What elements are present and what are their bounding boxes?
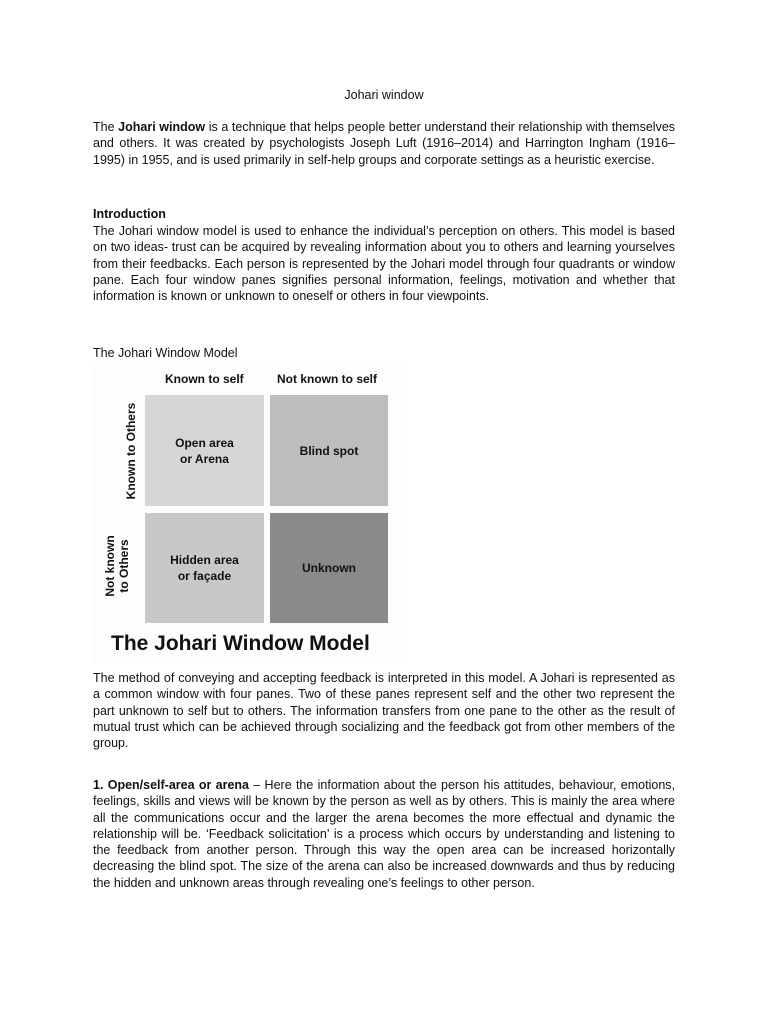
pane-open-line-2: or Arena	[180, 451, 229, 466]
pane-hidden-area	[145, 513, 264, 623]
open-area-label: 1. Open/self-area or arena	[93, 778, 250, 792]
johari-window-figure	[93, 362, 406, 664]
pane-hidden-line-2: or façade	[177, 569, 232, 583]
intro-paragraph	[93, 119, 675, 168]
page-title: Johari window	[344, 88, 424, 102]
introduction-paragraph: The Johari window model is used to enhance the individual’s perception on others. This model is based on two ideas- trust can be acquired by revealing information about you to others and learning yourselves from their feedbacks. Each person is represented by the Johari model through four quadrants or window pane. Each four window panes signifies personal information, feelings, motivation and whether that information is known or unknown to oneself or others in four viewpoints.	[93, 224, 675, 304]
model-heading: The Johari Window Model	[93, 346, 238, 360]
pane-unknown-area	[270, 513, 388, 623]
row-label-line-2: to Others	[117, 539, 131, 593]
introduction-heading: Introduction	[93, 207, 166, 221]
intro-rest: is a technique that helps people better understand their relationship with themselves and others. It was created by psychologists Joseph Luft (1916–2014) and Harrington Ingham (1916–1995) in 1955, and is used primarily in self-help groups and corporate settings as a heuristic exercise.	[93, 120, 676, 167]
row-label-not-known-to-others	[103, 528, 131, 604]
column-label-known-to-self: Known to self	[165, 372, 244, 386]
figure-caption: The Johari Window Model	[111, 632, 370, 655]
pane-blind-spot	[270, 395, 388, 506]
pane-blind-label: Blind spot	[299, 443, 359, 458]
pane-open-line-1: Open area	[175, 435, 234, 450]
intro-prefix: The	[93, 120, 119, 134]
row-label-line-1: Not known	[103, 535, 117, 597]
pane-open-area	[145, 395, 264, 506]
open-area-paragraph	[93, 777, 675, 891]
feedback-paragraph: The method of conveying and accepting feedback is interpreted in this model. A Johari is represented as a common window with four panes. Two of these panes represent self and the other two represent the part unknown to self but to others. The information transfers from one pane to the other as the result of mutual trust which can be achieved through socializing and the feedback got from other members of the group.	[93, 671, 675, 751]
open-area-text: – Here the information about the person his attitudes, behaviour, emotions, feelings, skills and views will be known by the person as well as by others. This is mainly the area where all the communications occur and the larger the arena becomes the more effectual and dynamic the relationship will be. ‘Feedback solicitation’ is a process which occurs by understanding and listening to the feedback from another person. Through this way the open area can be increased horizontally decreasing the blind spot. The size of the arena can also be increased downwards and thus by reducing the hidden and unknown areas through revealing one’s feelings to other person.	[93, 778, 675, 890]
intro-bold-term: Johari window	[118, 120, 206, 134]
pane-hidden-line-1: Hidden area	[170, 553, 239, 567]
pane-unknown-label: Unknown	[302, 561, 356, 575]
column-label-not-known-to-self: Not known to self	[277, 372, 377, 386]
row-label-known-to-others: Known to Others	[124, 402, 138, 500]
